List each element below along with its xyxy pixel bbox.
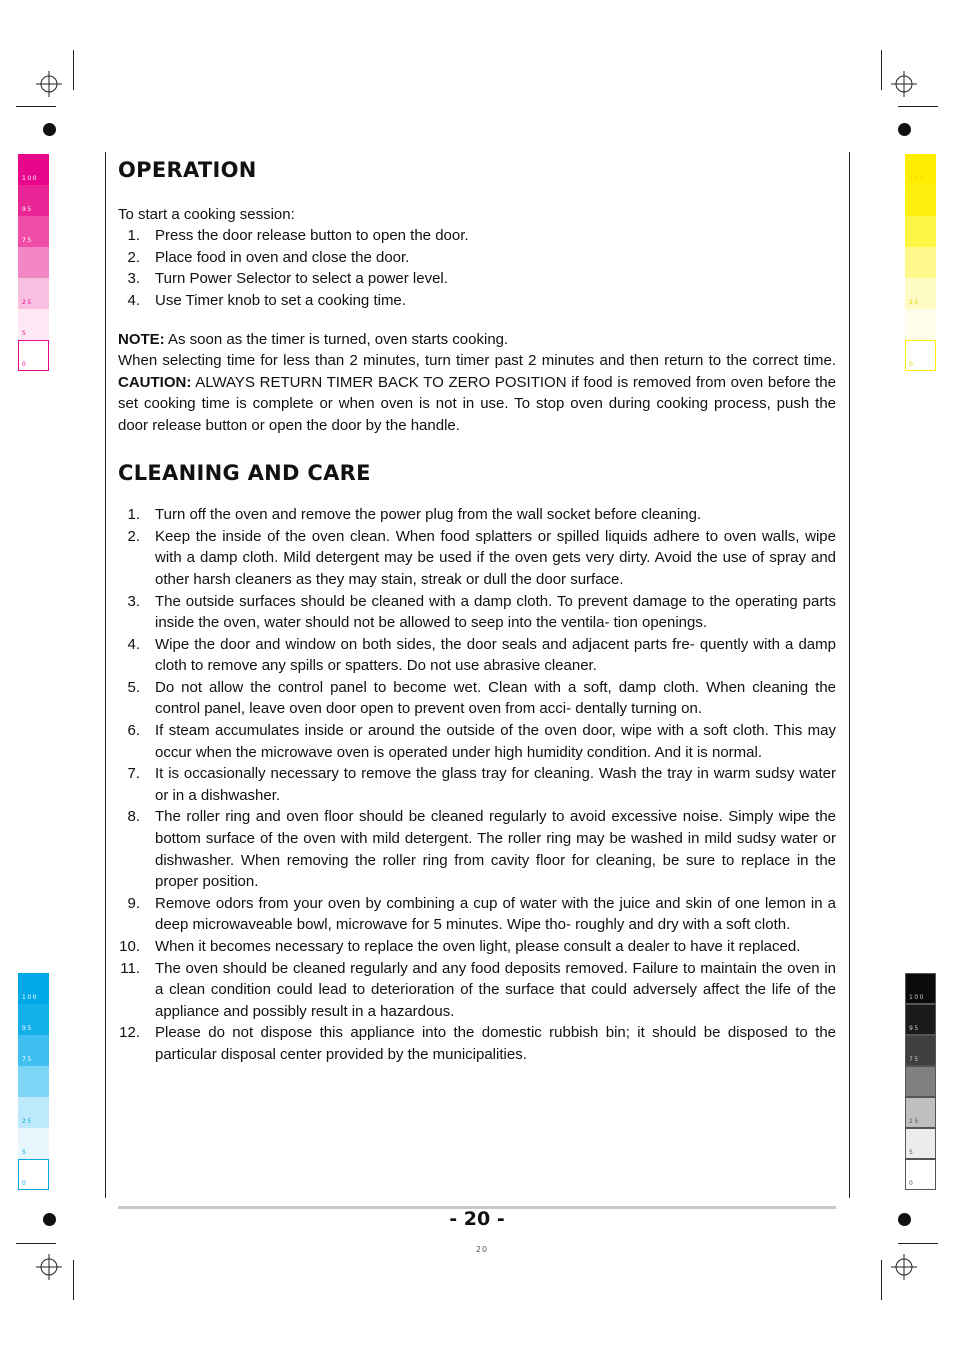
list-item [118,763,836,806]
list-item [118,504,836,526]
trim-line-right [849,152,850,1198]
color-swatch [905,1066,936,1097]
list-item [118,247,836,269]
swatch-label: 5 [909,1149,915,1156]
list-item [118,936,836,958]
swatch-label: 25 [909,299,920,306]
list-number: 10. [119,938,140,955]
color-swatch [18,1097,49,1128]
operation-heading: OPERATION [118,158,257,182]
cleaning-heading: CLEANING AND CARE [118,460,371,485]
color-swatch [905,309,936,340]
list-number: 12. [119,1024,140,1042]
list-number: 1. [127,506,140,524]
color-swatch [18,309,49,340]
crop-line [16,106,56,107]
caution-text: ALWAYS RETURN TIMER BACK TO ZERO POSITION if food is removed from oven before the set cooking time is complete or when oven is not in use. To stop oven during cooking process, push the door release button or open the door by the handle. [118,373,836,434]
list-number: 6. [127,722,140,740]
color-swatch [18,1159,49,1190]
color-swatch [905,1004,936,1035]
crop-line [16,1243,56,1244]
color-swatch [18,1004,49,1035]
list-item [118,1022,836,1065]
list-text: Turn off the oven and remove the power plug from the wall socket before cleaning. [155,506,702,524]
color-strip-cyan [18,973,49,1190]
list-item [118,634,836,677]
color-swatch [18,973,49,1004]
color-swatch [18,1035,49,1066]
swatch-label: 0 [22,361,28,368]
swatch-label: 100 [909,994,925,1001]
list-text: Place food in oven and close the door. [155,248,410,266]
page-number-small: 20 [475,1245,489,1254]
list-item [118,268,836,290]
color-swatch [905,154,936,185]
list-text: Turn Power Selector to select a power level. [155,270,448,288]
page-number: - 20 - [449,1208,505,1230]
swatch-label: 5 [22,1149,28,1156]
crop-line [73,50,74,90]
color-swatch [905,1128,936,1159]
swatch-label: 0 [22,1180,28,1187]
crop-line [73,1260,74,1300]
list-text: Remove odors from your oven by combining a cup of water with the juice and skin of one lemon in a deep microwaveable bowl, microwave for 5 minutes. Wipe tho- roughly and dry with a soft cloth. [155,894,836,934]
swatch-label: 25 [22,1118,33,1125]
color-swatch [18,185,49,216]
list-text: It is occasionally necessary to remove the glass tray for cleaning. Wash the tray in warm sudsy water or in a dishwasher. [155,765,836,804]
list-item [118,958,836,1023]
list-item [118,720,836,763]
list-text: The oven should be cleaned regularly and any food deposits removed. Failure to maintain the oven in a clean condition could lead to deterioration of the surface that could adversely affect the life of the appliance and possibly result in a hazardous. [155,959,836,1020]
list-text: Do not allow the control panel to become wet. Clean with a soft, damp cloth. When cleaning the control panel, leave oven door open to prevent oven from acci- dentally turning on. [155,678,836,718]
list-number: 1. [127,227,140,245]
list-number: 11. [120,959,140,977]
swatch-label: 95 [909,1025,920,1032]
swatch-label: 100 [22,994,38,1001]
registration-mark-icon [891,1254,917,1280]
color-swatch [18,340,49,371]
swatch-label: 25 [909,1118,920,1125]
color-strip-magenta [18,154,49,371]
list-number: 9. [127,894,140,912]
note-label: NOTE: [118,330,165,348]
list-text: When it becomes necessary to replace the oven light, please consult a dealer to have it replaced. [155,938,801,955]
color-swatch [905,278,936,309]
color-swatch [905,1159,936,1190]
swatch-label: 75 [909,1056,920,1063]
color-swatch [18,216,49,247]
list-item [118,677,836,720]
swatch-label: 95 [22,206,33,213]
color-swatch [18,1066,49,1097]
color-swatch [18,1128,49,1159]
color-swatch [905,216,936,247]
color-swatch [905,340,936,371]
swatch-label: 75 [22,1056,33,1063]
list-text: The outside surfaces should be cleaned with a damp cloth. To prevent damage to the operating parts inside the oven, water should not be allowed to seep into the ventila- tion openings. [155,592,836,632]
trim-line-left [105,152,106,1198]
swatch-label: 0 [909,1180,915,1187]
list-number: 2. [127,527,140,545]
operation-steps [118,225,836,311]
color-swatch [18,247,49,278]
swatch-label: 100 [22,175,38,182]
note-paragraph [118,329,836,351]
list-number: 5. [127,678,140,696]
color-swatch [905,247,936,278]
note-text: As soon as the timer is turned, oven starts cooking. [164,330,509,348]
list-item [118,225,836,247]
color-strip-yellow [905,154,936,371]
list-text: Press the door release button to open the door. [155,227,469,245]
list-number: 7. [127,765,140,783]
list-text: If steam accumulates inside or around the outside of the oven door, wipe with a soft cloth. This may occur when the microwave oven is operated under high humidity condition. And it is normal. [155,722,836,761]
list-item [118,591,836,634]
registration-dot-icon [898,123,911,136]
registration-mark-icon [36,1254,62,1280]
color-strip-black [905,973,936,1190]
color-swatch [905,1035,936,1066]
color-swatch [905,1097,936,1128]
swatch-label: 25 [22,299,33,306]
color-swatch [905,973,936,1004]
color-swatch [18,154,49,185]
list-item [118,893,836,936]
registration-mark-icon [891,71,917,97]
list-item [118,290,836,312]
list-text: Use Timer knob to set a cooking time. [155,291,406,309]
cleaning-list [118,504,836,1065]
swatch-label: 0 [909,361,915,368]
list-item [118,526,836,591]
list-text: The roller ring and oven floor should be cleaned regularly to avoid excessive noise. Simply wipe the bottom surface of the oven with mild detergent. The roller ring may be washed in mild sudsy water or dishwasher. When removing the roller ring from cavity floor for cleaning, be sure to replace in the proper position. [155,808,836,891]
list-number: 2. [127,248,140,266]
color-swatch [905,185,936,216]
list-number: 3. [127,270,140,288]
list-text: Keep the inside of the oven clean. When food splatters or spilled liquids adhere to oven walls, wipe with a damp cloth. Mild detergent may be used if the oven gets very dirty. Avoid the use of spray and other harsh cleaners as they may stain, streak or dull the door surface. [155,527,836,588]
caution-label: CAUTION: [118,373,192,391]
caution-paragraph [118,350,836,436]
crop-line [898,1243,938,1244]
swatch-label: 75 [22,237,33,244]
list-item [118,806,836,892]
list-number: 4. [127,291,140,309]
registration-mark-icon [36,71,62,97]
operation-intro: To start a cooking session: [118,205,295,223]
crop-line [881,50,882,90]
page-content [118,160,836,1066]
swatch-label: 100 [909,175,925,182]
list-number: 4. [127,635,140,653]
list-text: Wipe the door and window on both sides, the door seals and adjacent parts fre- quently with a damp cloth to remove any spills or spatters. Do not use abrasive cleaner. [155,635,836,675]
color-swatch [18,278,49,309]
swatch-label: 95 [22,1025,33,1032]
swatch-label: 5 [22,330,28,337]
list-number: 3. [127,592,140,610]
crop-line [881,1260,882,1300]
crop-line [898,106,938,107]
caution-intro: When selecting time for less than 2 minutes, turn timer past 2 minutes and then return to the correct time. [118,352,836,370]
list-text: Please do not dispose this appliance into the domestic rubbish bin; it should be disposed to the particular disposal center provided by the municipalities. [155,1024,836,1063]
list-number: 8. [127,808,140,826]
registration-dot-icon [43,123,56,136]
